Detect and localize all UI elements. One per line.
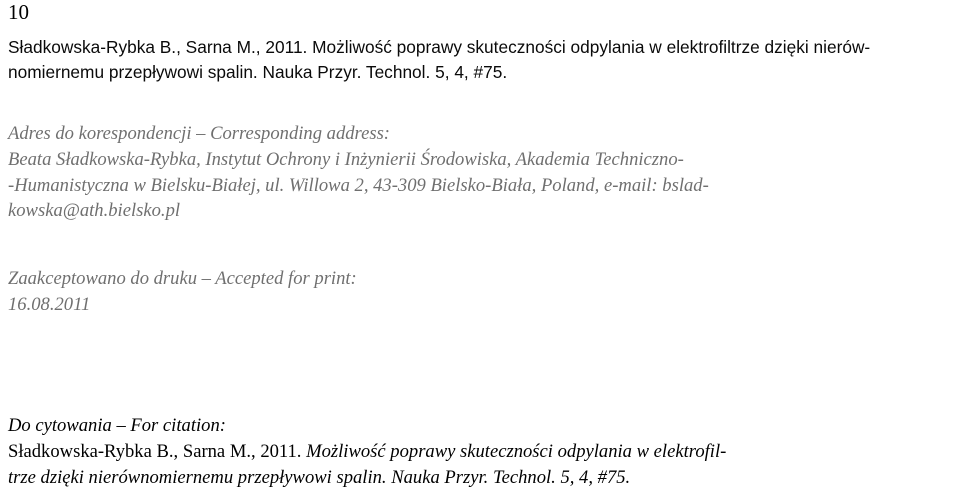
address-heading: Adres do korespondencji – Corresponding address:	[8, 123, 390, 144]
accepted-heading: Zaakceptowano do druku – Accepted for print:	[8, 268, 357, 289]
reference-line-2: nomiernemu przepływowi spalin. Nauka Przyr. Technol. 5, 4, #75.	[8, 62, 508, 82]
address-line-2: -Humanistyczna w Bielsku-Białej, ul. Willowa 2, 43-309 Bielsko-Biała, Poland, e-mail: bslad-	[8, 174, 709, 196]
accepted-block	[8, 266, 953, 318]
citation-line-2: trze dzięki nierównomiernemu przepływowi spalin. Nauka Przyr. Technol. 5, 4, #75.	[8, 466, 631, 488]
citation-line-1	[8, 439, 953, 465]
correspondence-address-block	[8, 121, 953, 224]
accepted-date: 16.08.2011	[8, 293, 91, 315]
citation-authors: Sładkowska-Rybka B., Sarna M., 2011.	[8, 440, 307, 462]
page-number: 10	[8, 0, 29, 24]
address-line-1: Beata Sładkowska-Rybka, Instytut Ochrony i Inżynierii Środowiska, Akademia Techniczno-	[8, 148, 684, 170]
citation-heading: Do cytowania – For citation:	[8, 415, 226, 436]
reference-block	[8, 35, 953, 85]
reference-line-1: Sładkowska-Rybka B., Sarna M., 2011. Możliwość poprawy skuteczności odpylania w elektrofiltrze dzięki nierów-	[8, 37, 871, 57]
citation-block	[8, 413, 953, 490]
address-line-3: kowska@ath.bielsko.pl	[8, 200, 181, 222]
citation-title-part-1: Możliwość poprawy skuteczności odpylania w elektrofil-	[306, 440, 727, 462]
